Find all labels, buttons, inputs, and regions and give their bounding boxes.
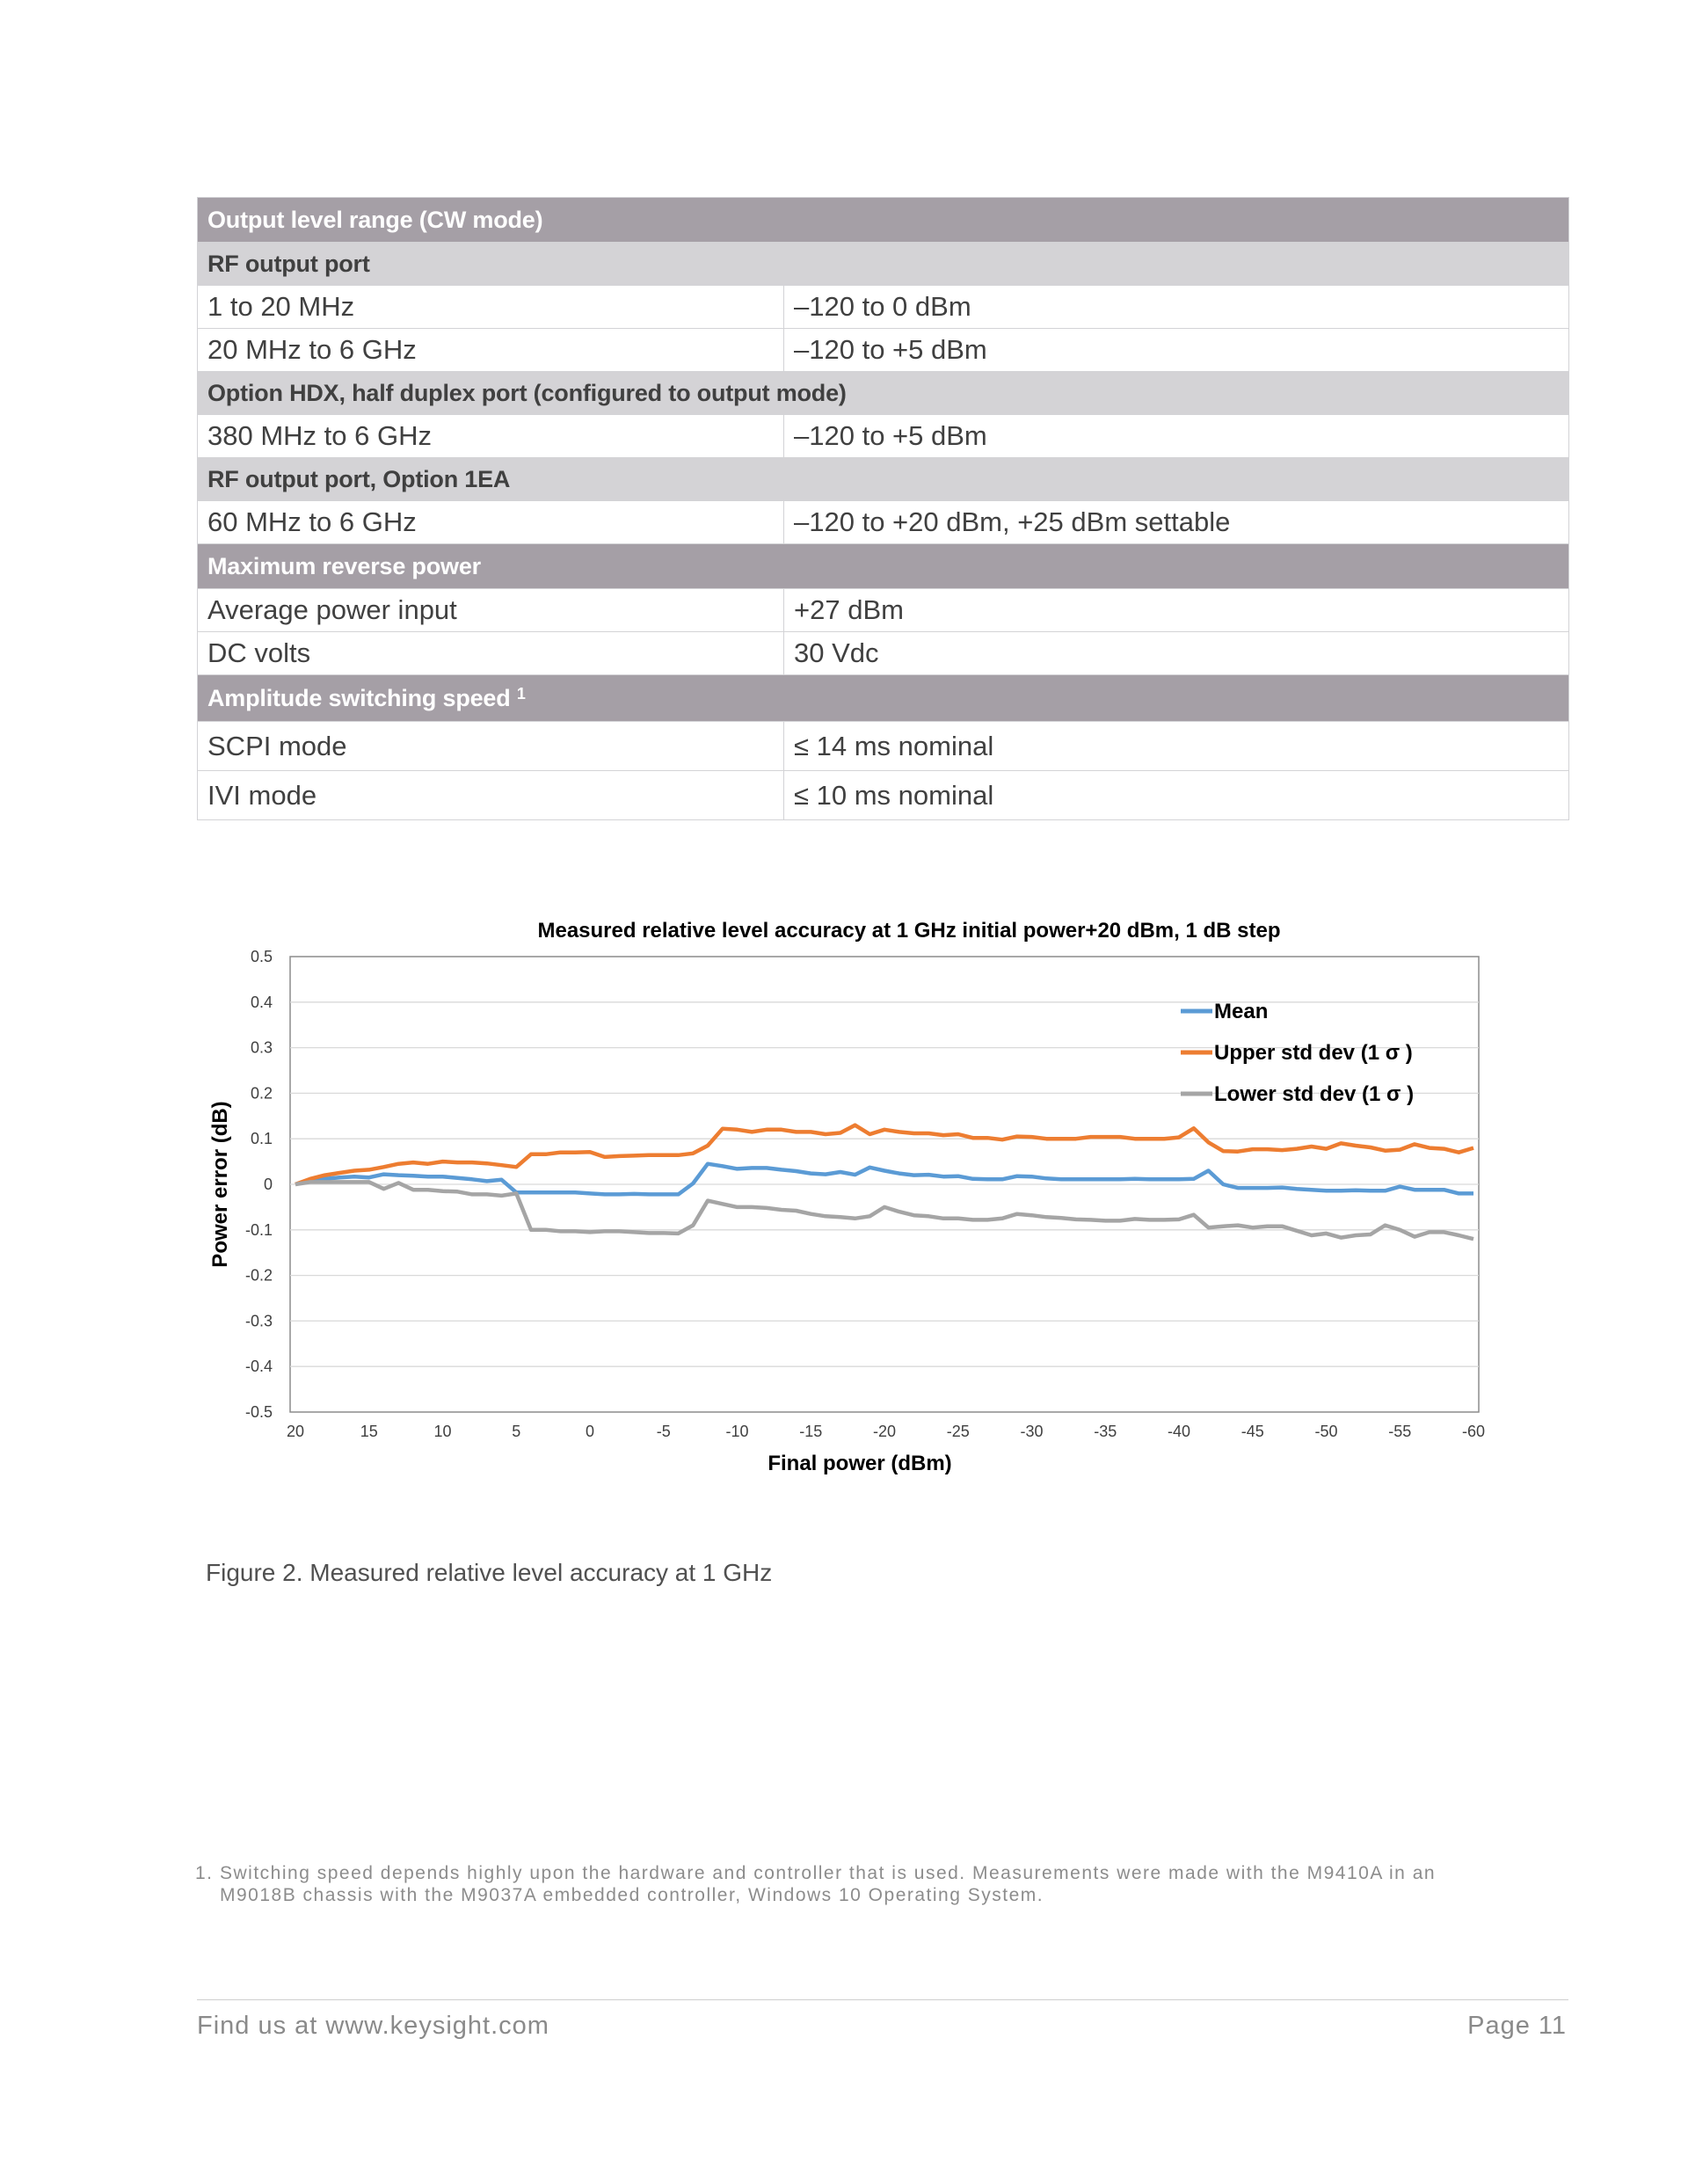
table-row: [198, 722, 1569, 771]
table-row: [198, 415, 1569, 458]
x-tick-label: -20: [872, 1423, 897, 1440]
section-label: Maximum reverse power: [207, 552, 481, 579]
y-tick-label: 0.4: [250, 993, 273, 1011]
row-label: 60 MHz to 6 GHz: [198, 501, 784, 544]
x-tick-label: 5: [512, 1423, 521, 1440]
x-tick-label: -30: [1020, 1423, 1044, 1440]
x-tick-label: -55: [1388, 1423, 1412, 1440]
x-tick-label: -35: [1094, 1423, 1117, 1440]
x-tick-label: 15: [360, 1423, 378, 1440]
legend-label: Lower std dev (1 σ ): [1214, 1082, 1415, 1106]
table-row: [198, 589, 1569, 632]
y-tick-label: 0.2: [250, 1084, 273, 1103]
footnote: [195, 1862, 1549, 1906]
row-label: IVI mode: [198, 771, 784, 820]
row-label: SCPI mode: [198, 722, 784, 771]
row-value: –120 to +5 dBm: [784, 415, 1569, 458]
footer-website[interactable]: Find us at www.keysight.com: [197, 2012, 549, 2040]
y-tick-label: -0.3: [244, 1312, 273, 1330]
spec-table-body: [198, 198, 1569, 820]
table-subsection-header: [198, 458, 1569, 501]
x-tick-label: -45: [1241, 1423, 1264, 1440]
table-row: [198, 501, 1569, 544]
y-tick-label: 0.1: [250, 1130, 273, 1148]
table-subsection-header: [198, 372, 1569, 415]
row-value: –120 to 0 dBm: [784, 286, 1569, 329]
table-section-header: [198, 198, 1569, 243]
x-axis-label: Final power (dBm): [768, 1452, 952, 1475]
section-label: RF output port: [207, 250, 370, 277]
y-tick-label: -0.4: [244, 1358, 273, 1376]
x-tick-label: -40: [1167, 1423, 1191, 1440]
table-row: [198, 329, 1569, 372]
row-value: +27 dBm: [784, 589, 1569, 632]
x-tick-label: -10: [725, 1423, 749, 1440]
x-tick-label: -60: [1461, 1423, 1486, 1440]
row-value: ≤ 10 ms nominal: [784, 771, 1569, 820]
y-tick-label: 0: [263, 1176, 273, 1193]
legend-item: [1181, 1082, 1414, 1106]
legend-label: Mean: [1214, 1000, 1269, 1023]
footer-divider: [197, 1999, 1568, 2000]
x-tick-label: 0: [585, 1423, 595, 1440]
row-label: Average power input: [198, 589, 784, 632]
legend-item: [1181, 1041, 1413, 1065]
legend-label: Upper std dev (1 σ ): [1214, 1041, 1413, 1065]
section-label: Option HDX, half duplex port (configured to output mode): [207, 379, 847, 406]
table-section-header: [198, 544, 1569, 589]
y-tick-label: 0.5: [250, 948, 273, 965]
row-label: 20 MHz to 6 GHz: [198, 329, 784, 372]
footnote-line-1: Switching speed depends highly upon the hardware and controller that is used. Measurements were made with the M9410A in an: [220, 1863, 1437, 1883]
row-value: 30 Vdc: [784, 632, 1569, 675]
row-value: –120 to +20 dBm, +25 dBm settable: [784, 501, 1569, 544]
y-tick-label: -0.1: [244, 1220, 273, 1239]
x-tick-label: -25: [946, 1423, 970, 1440]
x-tick-label: 10: [433, 1423, 452, 1440]
footnote-number: 1.: [195, 1863, 214, 1883]
row-value: ≤ 14 ms nominal: [784, 722, 1569, 771]
figure-caption: Figure 2. Measured relative level accuracy at 1 GHz: [206, 1559, 773, 1586]
page-number: Page 11: [1467, 2012, 1567, 2040]
footnote-line-2: M9018B chassis with the M9037A embedded controller, Windows 10 Operating System.: [220, 1885, 1044, 1905]
x-tick-label: -15: [799, 1423, 823, 1440]
section-label: Amplitude switching speed: [207, 684, 511, 711]
x-tick-label: -5: [656, 1423, 671, 1440]
y-tick-label: -0.5: [244, 1403, 273, 1421]
level-accuracy-chart: [197, 906, 1498, 1495]
chart-title: Measured relative level accuracy at 1 GHz initial power+20 dBm, 1 dB step: [537, 919, 1281, 943]
section-label: RF output port, Option 1EA: [207, 465, 511, 492]
table-row: [198, 771, 1569, 820]
footnote-ref: 1: [516, 684, 526, 703]
row-label: 380 MHz to 6 GHz: [198, 415, 784, 458]
table-section-header: [198, 675, 1569, 722]
row-label: DC volts: [198, 632, 784, 675]
table-row: [198, 286, 1569, 329]
table-row: [198, 632, 1569, 675]
section-label: Output level range (CW mode): [207, 206, 543, 233]
x-tick-labels: [287, 1423, 1485, 1440]
spec-table: [197, 197, 1569, 820]
row-label: 1 to 20 MHz: [198, 286, 784, 329]
y-axis-label: Power error (dB): [208, 1101, 232, 1268]
y-tick-label: -0.2: [244, 1266, 273, 1285]
row-value: –120 to +5 dBm: [784, 329, 1569, 372]
y-tick-labels: [245, 948, 273, 1421]
y-tick-label: 0.3: [250, 1038, 273, 1057]
x-tick-label: -50: [1314, 1423, 1338, 1440]
x-tick-label: 20: [286, 1423, 305, 1440]
table-subsection-header: [198, 243, 1569, 286]
